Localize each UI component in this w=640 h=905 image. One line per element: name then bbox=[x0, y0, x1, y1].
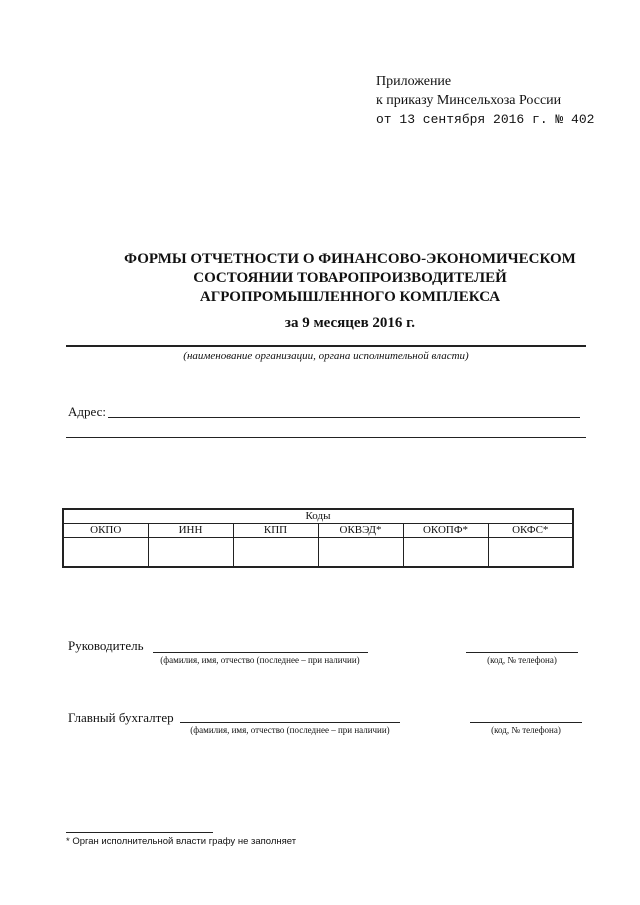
appendix-line-3: от 13 сентября 2016 г. № 402 bbox=[376, 112, 595, 127]
footnote-divider bbox=[66, 832, 213, 833]
accountant-name-caption: (фамилия, имя, отчество (последнее – при наличии) bbox=[190, 725, 390, 735]
code-column-inn: ИНН bbox=[148, 524, 233, 538]
head-phone-caption: (код, № телефона) bbox=[487, 655, 557, 665]
accountant-name-line[interactable] bbox=[180, 722, 400, 723]
code-cell-kpp[interactable] bbox=[233, 538, 318, 568]
title-line-1: ФОРМЫ ОТЧЕТНОСТИ О ФИНАНСОВО-ЭКОНОМИЧЕСКОМ bbox=[124, 251, 576, 267]
document-title bbox=[60, 250, 640, 307]
code-cell-okved[interactable] bbox=[318, 538, 403, 568]
title-line-2: СОСТОЯНИИ ТОВАРОПРОИЗВОДИТЕЛЕЙ bbox=[193, 270, 507, 286]
code-column-okfs: ОКФС* bbox=[488, 524, 573, 538]
code-column-okopf: ОКОПФ* bbox=[403, 524, 488, 538]
footnote: * Орган исполнительной власти графу не заполняет bbox=[66, 836, 297, 847]
code-cell-okopf[interactable] bbox=[403, 538, 488, 568]
organization-line[interactable] bbox=[66, 345, 586, 347]
appendix-line-2: к приказу Минсельхоза России bbox=[376, 93, 562, 108]
report-period: за 9 месяцев 2016 г. bbox=[284, 315, 416, 331]
codes-header: Коды bbox=[63, 509, 573, 524]
code-cell-inn[interactable] bbox=[148, 538, 233, 568]
code-column-okpo: ОКПО bbox=[63, 524, 148, 538]
code-column-okved: ОКВЭД* bbox=[318, 524, 403, 538]
organization-caption: (наименование организации, органа исполнительной власти) bbox=[183, 350, 469, 362]
code-cell-okfs[interactable] bbox=[488, 538, 573, 568]
head-name-line[interactable] bbox=[153, 652, 368, 653]
head-label: Руководитель bbox=[68, 638, 144, 653]
address-label: Адрес: bbox=[68, 404, 106, 419]
code-cell-okpo[interactable] bbox=[63, 538, 148, 568]
head-name-caption: (фамилия, имя, отчество (последнее – при наличии) bbox=[160, 655, 360, 665]
title-line-3: АГРОПРОМЫШЛЕННОГО КОМПЛЕКСА bbox=[199, 289, 501, 305]
accountant-label: Главный бухгалтер bbox=[68, 710, 174, 725]
address-line-1[interactable] bbox=[108, 417, 580, 418]
accountant-phone-line[interactable] bbox=[470, 722, 582, 723]
code-column-kpp: КПП bbox=[233, 524, 318, 538]
address-line-2[interactable] bbox=[66, 437, 586, 438]
appendix-line-1: Приложение bbox=[376, 74, 452, 89]
head-phone-line[interactable] bbox=[466, 652, 578, 653]
accountant-phone-caption: (код, № телефона) bbox=[491, 725, 561, 735]
codes-table bbox=[62, 508, 574, 568]
appendix-block bbox=[376, 72, 594, 129]
